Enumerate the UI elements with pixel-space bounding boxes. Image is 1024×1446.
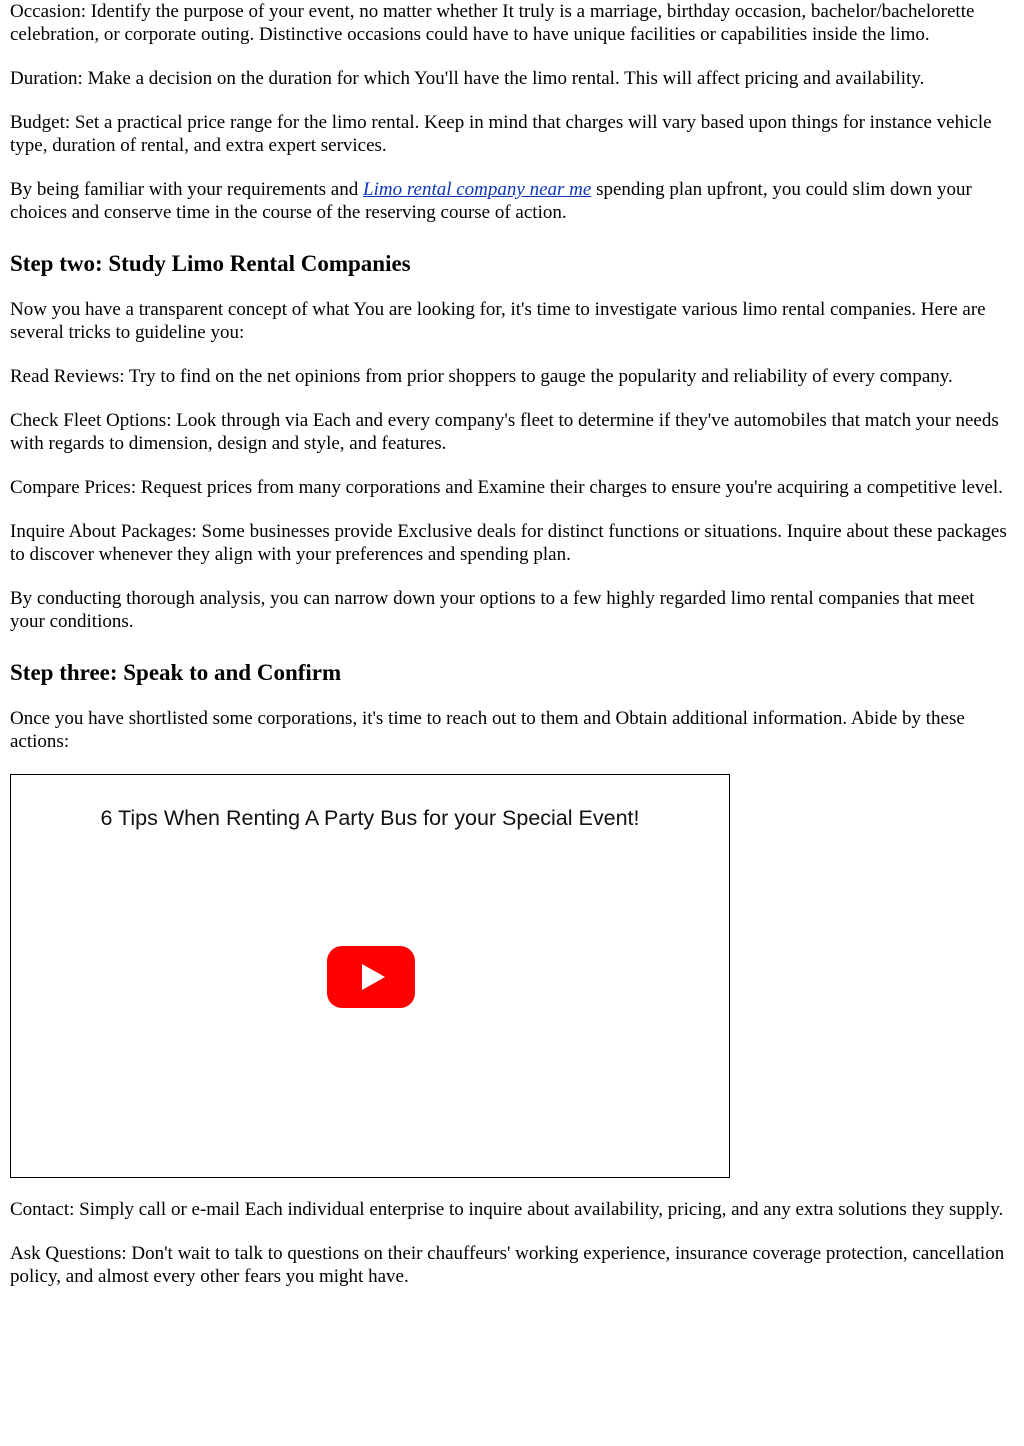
paragraph-fleet: Check Fleet Options: Look through via Each and every company's fleet to determine if they've automobiles that match your needs with regards to dimension, design and style, and features. bbox=[10, 410, 999, 454]
paragraph-duration: Duration: Make a decision on the duration for which You'll have the limo rental. This will affect pricing and availability. bbox=[10, 68, 925, 89]
paragraph-step-two-conclusion: By conducting thorough analysis, you can narrow down your options to a few highly regarded limo rental companies that meet your conditions. bbox=[10, 588, 975, 632]
video-embed[interactable] bbox=[10, 774, 730, 1178]
paragraph-prices: Compare Prices: Request prices from many corporations and Examine their charges to ensure you're acquiring a competitive level. bbox=[10, 477, 1003, 498]
paragraph-step-two-intro: Now you have a transparent concept of what You are looking for, it's time to investigate various limo rental companies. Here are several tricks to guideline you: bbox=[10, 299, 986, 343]
youtube-play-icon bbox=[327, 946, 415, 1008]
paragraph-step-three-intro: Once you have shortlisted some corporations, it's time to reach out to them and Obtain additional information. Abide by these actions: bbox=[10, 708, 965, 752]
youtube-play-button[interactable] bbox=[327, 946, 415, 1008]
summary-text-after: spending plan upfront, you could slim down your choices and conserve time in the course of the reserving course of action. bbox=[10, 179, 972, 223]
paragraph-contact: Contact: Simply call or e-mail Each individual enterprise to inquire about availability, pricing, and any extra solutions they supply. bbox=[10, 1199, 1004, 1220]
paragraph-packages: Inquire About Packages: Some businesses provide Exclusive deals for distinct functions or situations. Inquire about these packages to discover whenever they align with your preferences and spending plan. bbox=[10, 521, 1007, 565]
video-title[interactable]: 6 Tips When Renting A Party Bus for your Special Event! bbox=[100, 806, 640, 830]
summary-text-before: By being familiar with your requirements and bbox=[10, 179, 363, 200]
limo-rental-link[interactable]: Limo rental company near me bbox=[363, 179, 592, 200]
paragraph-occasion: Occasion: Identify the purpose of your event, no matter whether It truly is a marriage, birthday occasion, bachelor/bachelorette celebration, or corporate outing. Distinctive occasions could have to have unique facilities or capabilities inside the limo. bbox=[10, 1, 975, 45]
paragraph-summary bbox=[10, 178, 1014, 224]
heading-step-two: Step two: Study Limo Rental Companies bbox=[10, 251, 411, 276]
paragraph-reviews: Read Reviews: Try to find on the net opinions from prior shoppers to gauge the popularity and reliability of every company. bbox=[10, 366, 953, 387]
paragraph-questions: Ask Questions: Don't wait to talk to questions on their chauffeurs' working experience, insurance coverage protection, cancellation policy, and almost every other fears you might have. bbox=[10, 1243, 1005, 1287]
paragraph-budget: Budget: Set a practical price range for the limo rental. Keep in mind that charges will vary based upon things for instance vehicle type, duration of rental, and extra expert services. bbox=[10, 112, 992, 156]
heading-step-three: Step three: Speak to and Confirm bbox=[10, 660, 342, 685]
